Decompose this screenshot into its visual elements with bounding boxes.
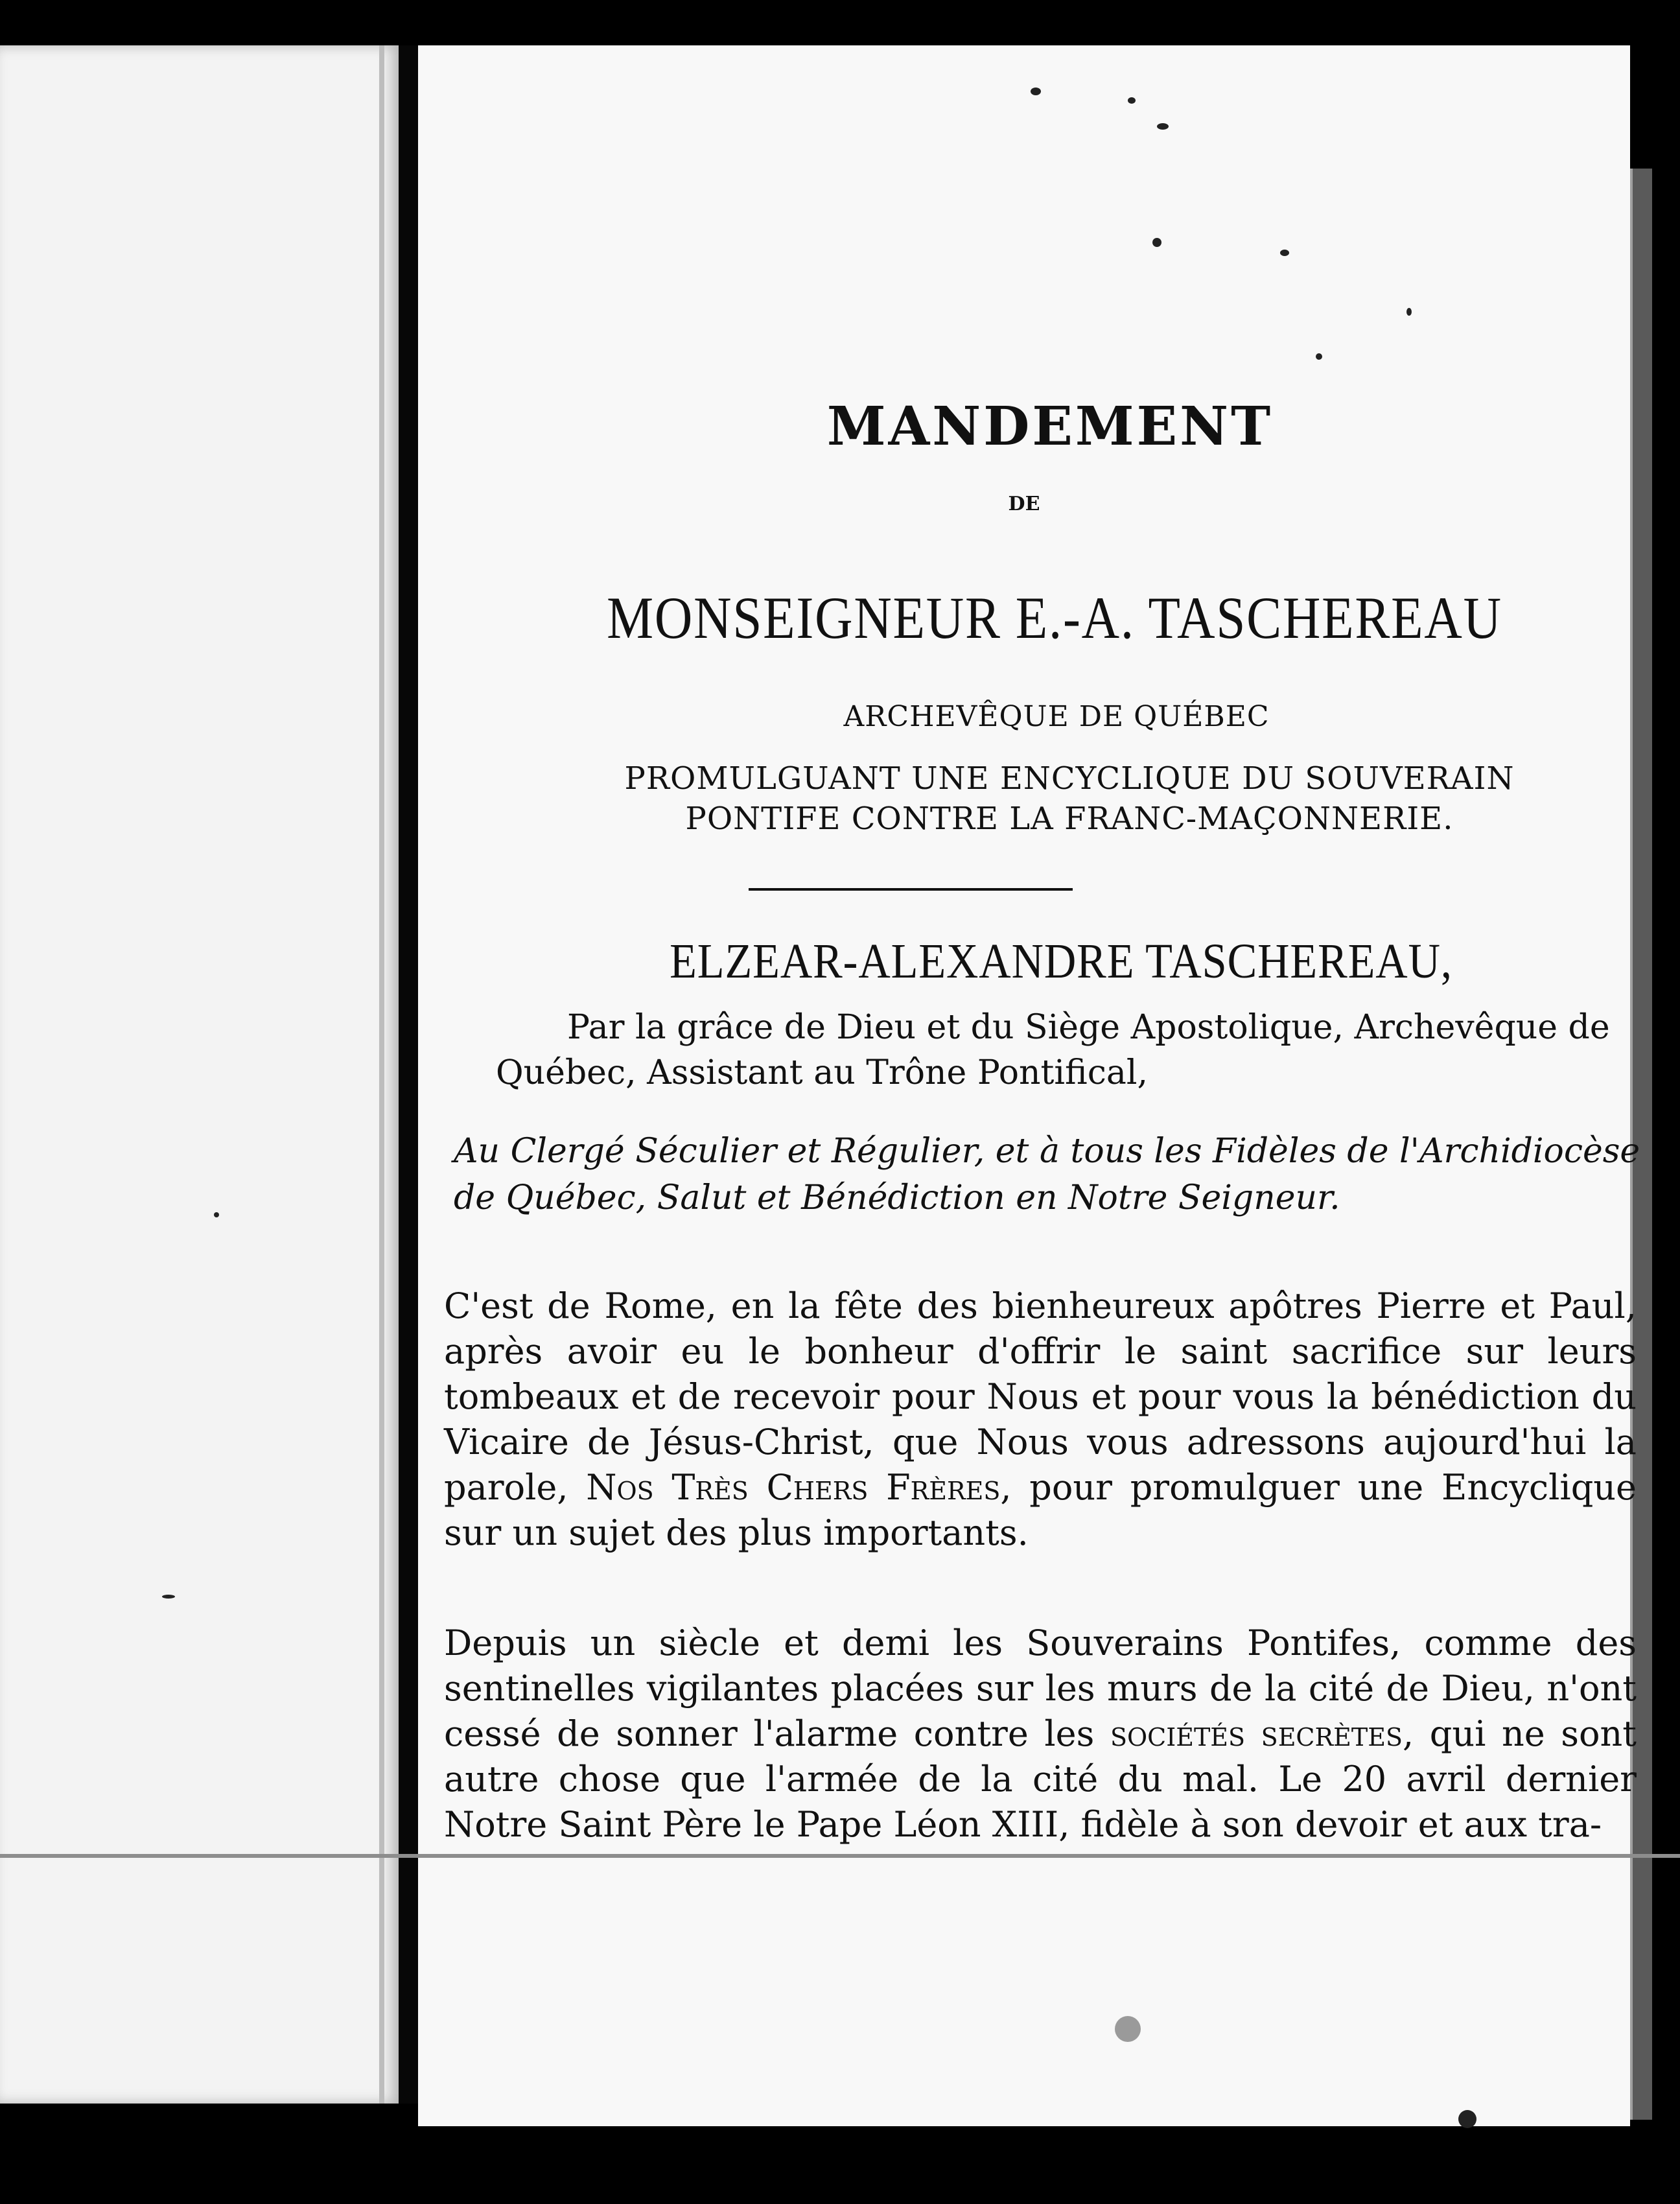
title-connector: DE (1008, 493, 1040, 515)
document-content (418, 45, 1640, 2126)
author-credentials (496, 1005, 1650, 1096)
book-spine-shadow (399, 45, 418, 2104)
paragraph-1-address: Nos Très Chers Frères (586, 1467, 1001, 1508)
paragraph-1-start: C'est de Rome, en la fête des bienheureux apôtres Pierre et Paul, après avoir eu le bonheur d'offrir le saint sacrifice sur leurs tombeaux et de recevoir pour Nous et pour vous la bénédiction du Vicaire de Jésus-Christ, que Nous vous adressons aujourd'hui la parole, (444, 1285, 1637, 1508)
document-purpose (476, 758, 1662, 839)
left-page-edge (379, 45, 384, 2104)
left-page (0, 45, 399, 2104)
document-title: MANDEMENT (826, 395, 1274, 458)
purpose-line-1: PROMULGUANT UNE ENCYCLIQUE DU SOUVERAIN (624, 760, 1515, 797)
paragraph-2-start: Depuis un siècle et demi les Souverains Pontifes, comme des sentinelles vigilantes placées sur les murs de la cité de Dieu, n'ont cessé de sonner l'alarme contre les (444, 1623, 1637, 1754)
credentials-text: Par la grâce de Dieu et du Siège Apostolique, Archevêque de Québec, Assistant au Trône Pontifical, (496, 1008, 1610, 1092)
document-subtitle: MONSEIGNEUR E.-A. TASCHEREAU (607, 585, 1502, 651)
paragraph-2-end: , qui ne sont autre chose que l'armée de la cité du mal. Le 20 avril dernier Notre Saint Père le Pape Léon XIII, fidèle à son devoir et aux tra- (444, 1713, 1637, 1845)
purpose-line-2: PONTIFE CONTRE LA FRANC-MAÇONNERIE. (685, 801, 1454, 837)
author-name: ELZEAR-ALEXANDRE TASCHEREAU, (670, 934, 1452, 989)
paragraph-2 (444, 1621, 1637, 1847)
section-divider (749, 888, 1073, 891)
paragraph-2-emphasis: sociétés secrètes (1110, 1713, 1403, 1754)
scan-speck (162, 1595, 175, 1599)
paragraph-1 (444, 1284, 1637, 1556)
paragraph-1-end: , pour promulguer une Encyclique sur un sujet des plus importants. (444, 1467, 1637, 1553)
salutation-text: Au Clergé Séculier et Régulier, et à tous les Fidèles de l'Archidiocèse de Québec, Salut et Bénédiction en Notre Seigneur. (454, 1132, 1640, 1217)
author-office: ARCHEVÊQUE DE QUÉBEC (843, 700, 1270, 733)
salutation (454, 1128, 1646, 1221)
scan-speck (214, 1212, 219, 1217)
